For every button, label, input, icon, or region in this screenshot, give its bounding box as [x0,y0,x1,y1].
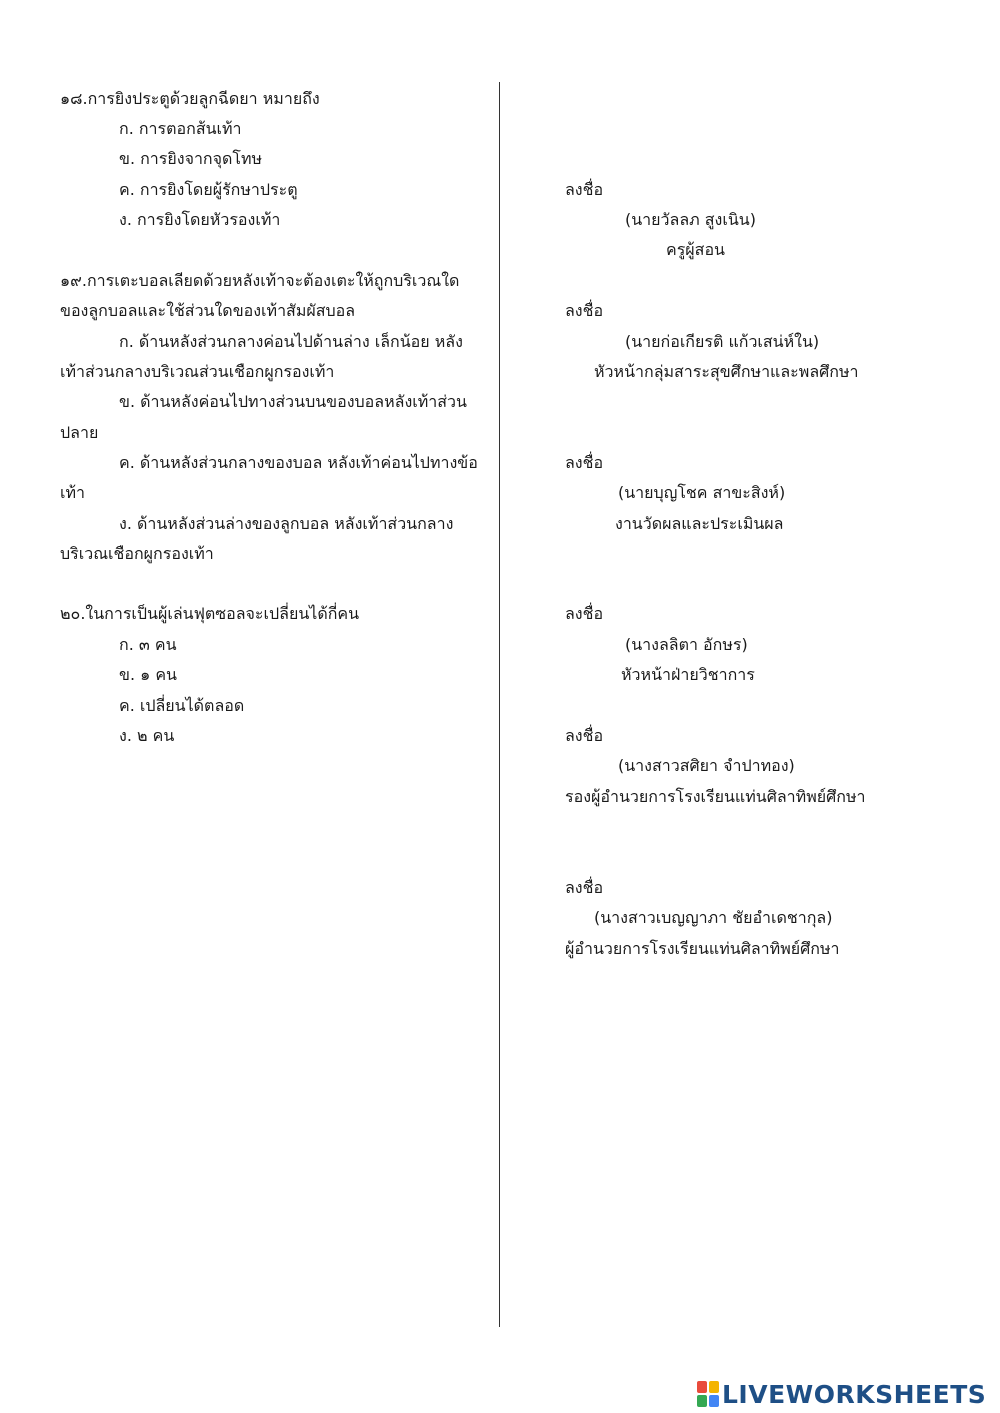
logo-square [697,1395,707,1407]
liveworksheets-watermark [697,1378,986,1410]
signature-5-label: ลงชื่อ [565,726,604,745]
signature-4-name: (นางลลิตา อักษร) [625,635,748,654]
column-divider [499,82,500,1327]
q19-choice-c-line1: ค. ด้านหลังส่วนกลางของบอล หลังเท้าค่อนไปทางข้อ [119,453,478,472]
q20-choice-b: ข. ๑ คน [119,665,177,684]
q18-choice-b: ข. การยิงจากจุดโทษ [119,149,263,168]
q19-choice-d-line2: บริเวณเชือกผูกรองเท้า [60,544,214,563]
q20-choice-d: ง. ๒ คน [119,726,175,745]
q18-choice-c: ค. การยิงโดยผู้รักษาประตู [119,180,298,199]
liveworksheets-logo-icon [697,1381,719,1407]
signature-4-position: หัวหน้าฝ่ายวิชาการ [621,665,755,684]
q19-choice-c-line2: เท้า [60,483,85,502]
q20-question: ๒๐.ในการเป็นผู้เล่นฟุตซอลจะเปลี่ยนได้กี่คน [60,604,360,623]
signature-1-name: (นายวัลลภ สูงเนิน) [625,210,756,229]
q19-choice-b-line1: ข. ด้านหลังค่อนไปทางส่วนบนของบอลหลังเท้าส่วน [119,392,467,411]
signature-3-position: งานวัดผลและประเมินผล [615,514,784,533]
q19-choice-a-line1: ก. ด้านหลังส่วนกลางค่อนไปด้านล่าง เล็กน้อย หลัง [119,332,463,351]
signature-1-position: ครูผู้สอน [666,240,725,259]
signature-2-name: (นายก่อเกียรติ แก้วเสน่ห์ใน) [625,332,820,351]
signature-5-position: รองผู้อำนวยการโรงเรียนแท่นศิลาทิพย์ศึกษา [565,787,866,806]
q20-choice-a: ก. ๓ คน [119,635,177,654]
signature-6-name: (นางสาวเบญญาภา ชัยอำเดชากุล) [594,908,833,927]
q18-choice-a: ก. การตอกส้นเท้า [119,119,242,138]
q19-question-line1: ๑๙.การเตะบอลเลียดด้วยหลังเท้าจะต้องเตะให้ถูกบริเวณใด [60,271,460,290]
signature-2-position: หัวหน้ากลุ่มสาระสุขศึกษาและพลศึกษา [594,362,859,381]
q19-choice-d-line1: ง. ด้านหลังส่วนล่างของลูกบอล หลังเท้าส่วนกลาง [119,514,454,533]
logo-square [697,1381,707,1393]
q19-question-line2: ของลูกบอลและใช้ส่วนใดของเท้าสัมผัสบอล [60,301,356,320]
q18-question: ๑๘.การยิงประตูด้วยลูกฉีดยา หมายถึง [60,89,320,108]
liveworksheets-brand-text: LIVEWORKSHEETS [722,1379,987,1409]
q18-choice-d: ง. การยิงโดยหัวรองเท้า [119,210,281,229]
signature-6-label: ลงชื่อ [565,878,604,897]
q19-choice-a-line2: เท้าส่วนกลางบริเวณส่วนเชือกผูกรองเท้า [60,362,335,381]
q20-choice-c: ค. เปลี่ยนได้ตลอด [119,696,245,715]
signature-4-label: ลงชื่อ [565,604,604,623]
signature-6-position: ผู้อำนวยการโรงเรียนแท่นศิลาทิพย์ศึกษา [565,939,840,958]
signature-5-name: (นางสาวสศิยา จำปาทอง) [618,756,795,775]
logo-square [709,1395,719,1407]
signature-1-label: ลงชื่อ [565,180,604,199]
signature-2-label: ลงชื่อ [565,301,604,320]
logo-square [709,1381,719,1393]
signature-3-name: (นายบุญโชค สาขะสิงห์) [618,483,786,502]
signature-3-label: ลงชื่อ [565,453,604,472]
q19-choice-b-line2: ปลาย [60,423,99,442]
